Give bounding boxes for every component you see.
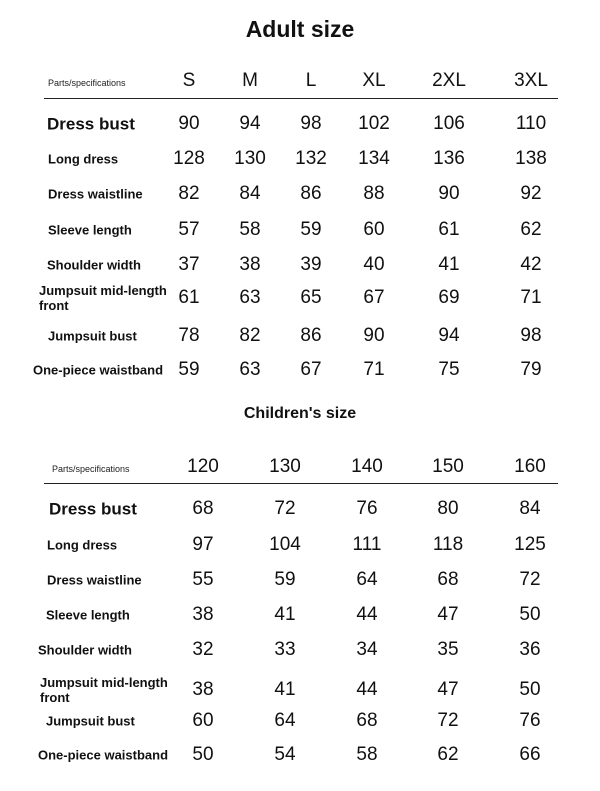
table-cell: 106 [433, 113, 465, 134]
size-header: L [305, 70, 317, 91]
table-cell: 50 [192, 744, 214, 765]
table-cell: 47 [437, 604, 459, 625]
table-cell: 138 [515, 148, 547, 169]
row-label: Dress bust [49, 499, 137, 519]
table-cell: 79 [520, 359, 542, 380]
table-cell: 38 [192, 679, 214, 700]
table-cell: 67 [363, 287, 385, 308]
row-label: Jumpsuit bust [48, 328, 137, 344]
table-cell: 71 [520, 287, 542, 308]
adult-size-title: Adult size [245, 16, 355, 42]
table-cell: 58 [239, 219, 261, 240]
table-cell: 59 [178, 359, 200, 380]
table-cell: 68 [192, 498, 214, 519]
table-cell: 68 [437, 569, 459, 590]
table-cell: 98 [300, 113, 322, 134]
table-cell: 61 [178, 287, 200, 308]
table-cell: 72 [437, 710, 459, 731]
table-cell: 90 [178, 113, 200, 134]
table-cell: 136 [433, 148, 465, 169]
table-cell: 41 [274, 604, 296, 625]
table-cell: 32 [192, 639, 214, 660]
row-label: Jumpsuit mid-length front [39, 283, 167, 313]
table-cell: 84 [519, 498, 541, 519]
table-cell: 76 [356, 498, 378, 519]
row-label: One-piece waistband [38, 747, 169, 763]
table-cell: 33 [274, 639, 296, 660]
table-cell: 34 [356, 639, 378, 660]
table-cell: 72 [274, 498, 296, 519]
table-cell: 44 [356, 679, 378, 700]
table-cell: 62 [437, 744, 459, 765]
table-cell: 62 [520, 219, 542, 240]
row-label: Shoulder width [38, 642, 132, 658]
table-cell: 64 [356, 569, 378, 590]
table-cell: 102 [358, 113, 390, 134]
table-cell: 94 [239, 113, 261, 134]
header-parts-label: Parts/specifications [48, 78, 126, 88]
header-divider [44, 98, 558, 99]
table-cell: 38 [192, 604, 214, 625]
table-cell: 55 [192, 569, 214, 590]
table-cell: 94 [438, 325, 460, 346]
table-cell: 68 [356, 710, 378, 731]
table-cell: 88 [363, 183, 385, 204]
table-cell: 132 [295, 148, 327, 169]
size-header: 130 [269, 456, 301, 477]
table-cell: 82 [178, 183, 200, 204]
table-cell: 72 [519, 569, 541, 590]
children-size-title: Children's size [243, 405, 357, 422]
table-cell: 128 [173, 148, 205, 169]
size-header: 2XL [432, 70, 466, 91]
table-cell: 98 [520, 325, 542, 346]
row-label: One-piece waistband [33, 362, 164, 378]
table-cell: 39 [300, 254, 322, 275]
table-cell: 41 [438, 254, 460, 275]
table-cell: 60 [192, 710, 214, 731]
row-label: Sleeve length [46, 607, 130, 623]
table-cell: 71 [363, 359, 385, 380]
table-cell: 36 [519, 639, 541, 660]
table-cell: 63 [239, 287, 261, 308]
row-label: Sleeve length [48, 222, 132, 238]
table-cell: 76 [519, 710, 541, 731]
table-cell: 50 [519, 679, 541, 700]
table-cell: 66 [519, 744, 541, 765]
header-parts-label: Parts/specifications [52, 464, 130, 474]
table-cell: 69 [438, 287, 460, 308]
size-header: M [242, 70, 258, 91]
table-cell: 59 [300, 219, 322, 240]
table-cell: 37 [178, 254, 200, 275]
table-cell: 54 [274, 744, 296, 765]
table-cell: 84 [239, 183, 261, 204]
table-cell: 47 [437, 679, 459, 700]
size-header: S [182, 70, 196, 91]
table-cell: 67 [300, 359, 322, 380]
table-cell: 90 [363, 325, 385, 346]
table-cell: 97 [192, 534, 214, 555]
row-label: Jumpsuit mid-length front [40, 675, 168, 705]
table-cell: 41 [274, 679, 296, 700]
table-cell: 130 [234, 148, 266, 169]
row-label: Shoulder width [47, 257, 141, 273]
table-cell: 78 [178, 325, 200, 346]
row-label: Dress waistline [47, 572, 142, 588]
table-cell: 60 [363, 219, 385, 240]
table-cell: 63 [239, 359, 261, 380]
table-cell: 86 [300, 183, 322, 204]
table-cell: 92 [520, 183, 542, 204]
table-cell: 65 [300, 287, 322, 308]
table-cell: 86 [300, 325, 322, 346]
table-cell: 134 [358, 148, 390, 169]
row-label: Long dress [48, 151, 119, 167]
table-cell: 38 [239, 254, 261, 275]
table-cell: 42 [520, 254, 542, 275]
table-cell: 118 [432, 534, 464, 555]
table-cell: 35 [437, 639, 459, 660]
table-cell: 40 [363, 254, 385, 275]
header-divider [44, 483, 558, 484]
size-header: 120 [187, 456, 219, 477]
table-cell: 80 [437, 498, 459, 519]
size-header: 3XL [514, 70, 548, 91]
size-header: XL [362, 70, 386, 91]
table-cell: 111 [352, 534, 382, 555]
row-label: Long dress [47, 537, 118, 553]
row-label: Dress bust [47, 114, 135, 134]
table-cell: 75 [438, 359, 460, 380]
table-cell: 44 [356, 604, 378, 625]
row-label: Dress waistline [48, 186, 143, 202]
table-cell: 82 [239, 325, 261, 346]
table-cell: 104 [269, 534, 301, 555]
table-cell: 50 [519, 604, 541, 625]
table-cell: 61 [438, 219, 460, 240]
size-header: 160 [514, 456, 546, 477]
row-label: Jumpsuit bust [46, 713, 135, 729]
table-cell: 64 [274, 710, 296, 731]
size-header: 150 [432, 456, 464, 477]
table-cell: 58 [356, 744, 378, 765]
table-cell: 90 [438, 183, 460, 204]
table-cell: 57 [178, 219, 200, 240]
table-cell: 125 [514, 534, 546, 555]
size-header: 140 [351, 456, 383, 477]
table-cell: 110 [515, 113, 547, 134]
table-cell: 59 [274, 569, 296, 590]
